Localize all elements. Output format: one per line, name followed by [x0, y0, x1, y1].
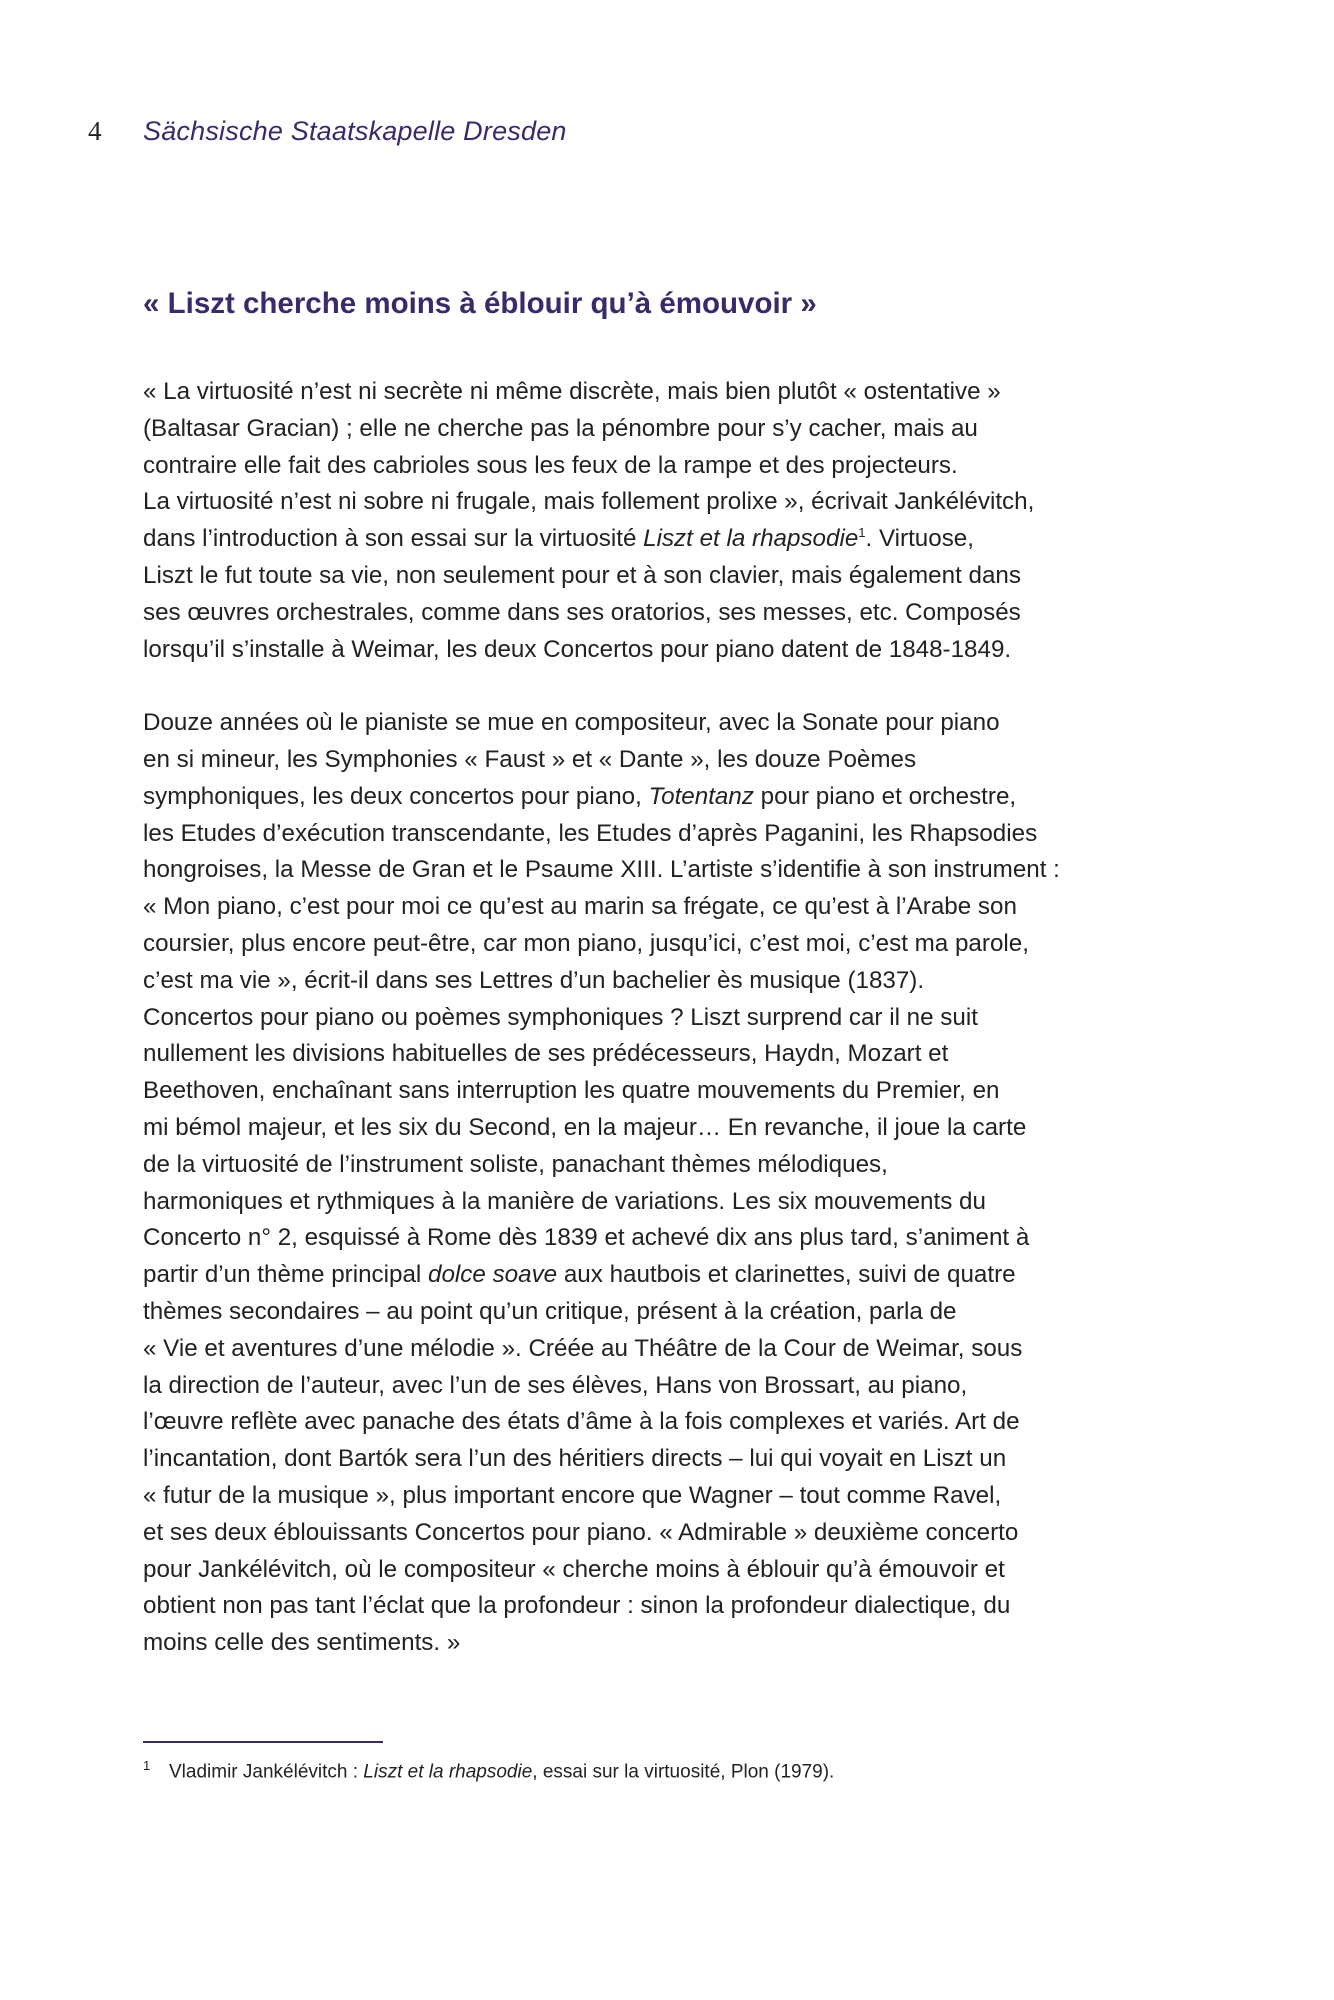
footnote [143, 1758, 834, 1783]
text-line: les Etudes d’exécution transcendante, les Etudes d’après Paganini, les Rhapsodies [143, 819, 1038, 847]
text-run: partir d’un thème principal [143, 1261, 429, 1289]
footnote-text: Vladimir Jankélévitch : [169, 1761, 364, 1783]
footnote-text: , essai sur la virtuosité, Plon (1979). [532, 1761, 835, 1783]
paragraph-1 [143, 374, 1199, 668]
text-run: aux hautbois et clarinettes, suivi de quatre [557, 1261, 1016, 1289]
tempo-marking-italic: dolce soave [428, 1261, 558, 1289]
running-title: Sächsische Staatskapelle Dresden [143, 116, 567, 146]
paragraph-2 [143, 705, 1199, 1662]
text-line: la direction de l’auteur, avec l’un de ses élèves, Hans von Brossart, au piano, [143, 1371, 968, 1399]
text-line: pour Jankélévitch, où le compositeur « cherche moins à éblouir qu’à émouvoir et [143, 1555, 1005, 1583]
text-line: obtient non pas tant l’éclat que la profondeur : sinon la profondeur dialectique, du [143, 1592, 1011, 1620]
text-line: lorsqu’il s’installe à Weimar, les deux Concertos pour piano datent de 1848-1849. [143, 635, 1012, 663]
text-line: contraire elle fait des cabrioles sous les feux de la rampe et des projecteurs. [143, 451, 958, 479]
text-line: hongroises, la Messe de Gran et le Psaume XIII. L’artiste s’identifie à son instrument : [143, 856, 1060, 884]
text-line: (Baltasar Gracian) ; elle ne cherche pas la pénombre pour s’y cacher, mais au [143, 414, 978, 442]
text-line: ses œuvres orchestrales, comme dans ses oratorios, ses messes, etc. Composés [143, 598, 1021, 626]
text-line: Douze années où le pianiste se mue en compositeur, avec la Sonate pour piano [143, 709, 1000, 737]
article-body [143, 280, 1199, 1662]
text-line: nullement les divisions habituelles de ses prédécesseurs, Haydn, Mozart et [143, 1040, 949, 1068]
text-line: « Vie et aventures d’une mélodie ». Créée au Théâtre de la Cour de Weimar, sous [143, 1334, 1023, 1362]
text-line: de la virtuosité de l’instrument soliste, panachant thèmes mélodiques, [143, 1150, 888, 1178]
footnote-reference: 1 [858, 525, 866, 541]
text-line: et ses deux éblouissants Concertos pour piano. « Admirable » deuxième concerto [143, 1518, 1019, 1546]
text-line: thèmes secondaires – au point qu’un critique, présent à la création, parla de [143, 1297, 957, 1325]
text-line: en si mineur, les Symphonies « Faust » et « Dante », les douze Poèmes [143, 745, 917, 773]
book-title-italic: Liszt et la rhapsodie [643, 525, 859, 553]
text-line [143, 521, 1199, 558]
text-line: « La virtuosité n’est ni secrète ni même discrète, mais bien plutôt « ostentative » [143, 378, 1001, 405]
work-title-italic: Totentanz [648, 782, 754, 810]
text-run: symphoniques, les deux concertos pour piano, [143, 782, 649, 810]
text-line: « futur de la musique », plus important encore que Wagner – tout comme Ravel, [143, 1481, 1002, 1509]
text-line [143, 779, 1199, 816]
text-line: moins celle des sentiments. » [143, 1629, 461, 1657]
page-number: 4 [88, 116, 102, 146]
footnote-divider [143, 1741, 383, 1743]
text-line: l’œuvre reflète avec panache des états d’âme à la fois complexes et variés. Art de [143, 1408, 1020, 1436]
text-line: Beethoven, enchaînant sans interruption les quatre mouvements du Premier, en [143, 1077, 1000, 1105]
text-line: Concerto n° 2, esquissé à Rome dès 1839 et achevé dix ans plus tard, s’animent à [143, 1224, 1030, 1252]
text-line: harmoniques et rythmiques à la manière de variations. Les six mouvements du [143, 1187, 986, 1215]
text-run: dans l’introduction à son essai sur la virtuosité [143, 525, 644, 553]
text-line: « Mon piano, c’est pour moi ce qu’est au marin sa frégate, ce qu’est à l’Arabe son [143, 893, 1017, 921]
footnote-number: 1 [143, 1758, 151, 1773]
text-line [143, 1257, 1199, 1294]
text-line: c’est ma vie », écrit-il dans ses Lettres d’un bachelier ès musique (1837). [143, 966, 925, 994]
footnote-book-title: Liszt et la rhapsodie [363, 1761, 533, 1783]
text-line: l’incantation, dont Bartók sera l’un des héritiers directs – lui qui voyait en Liszt un [143, 1445, 1007, 1473]
text-run: . Virtuose, [865, 525, 974, 553]
text-line: Liszt le fut toute sa vie, non seulement pour et à son clavier, mais également dans [143, 561, 1021, 589]
section-title: « Liszt cherche moins à éblouir qu’à émouvoir » [143, 287, 817, 320]
page-header [88, 116, 567, 156]
text-line: Concertos pour piano ou poèmes symphoniques ? Liszt surprend car il ne suit [143, 1003, 978, 1031]
text-line: mi bémol majeur, et les six du Second, en la majeur… En revanche, il joue la carte [143, 1113, 1027, 1141]
text-line: La virtuosité n’est ni sobre ni frugale, mais follement prolixe », écrivait Jankélévitch, [143, 488, 1035, 516]
text-run: pour piano et orchestre, [753, 782, 1017, 810]
text-line: coursier, plus encore peut-être, car mon piano, jusqu’ici, c’est moi, c’est ma parole, [143, 929, 1029, 957]
